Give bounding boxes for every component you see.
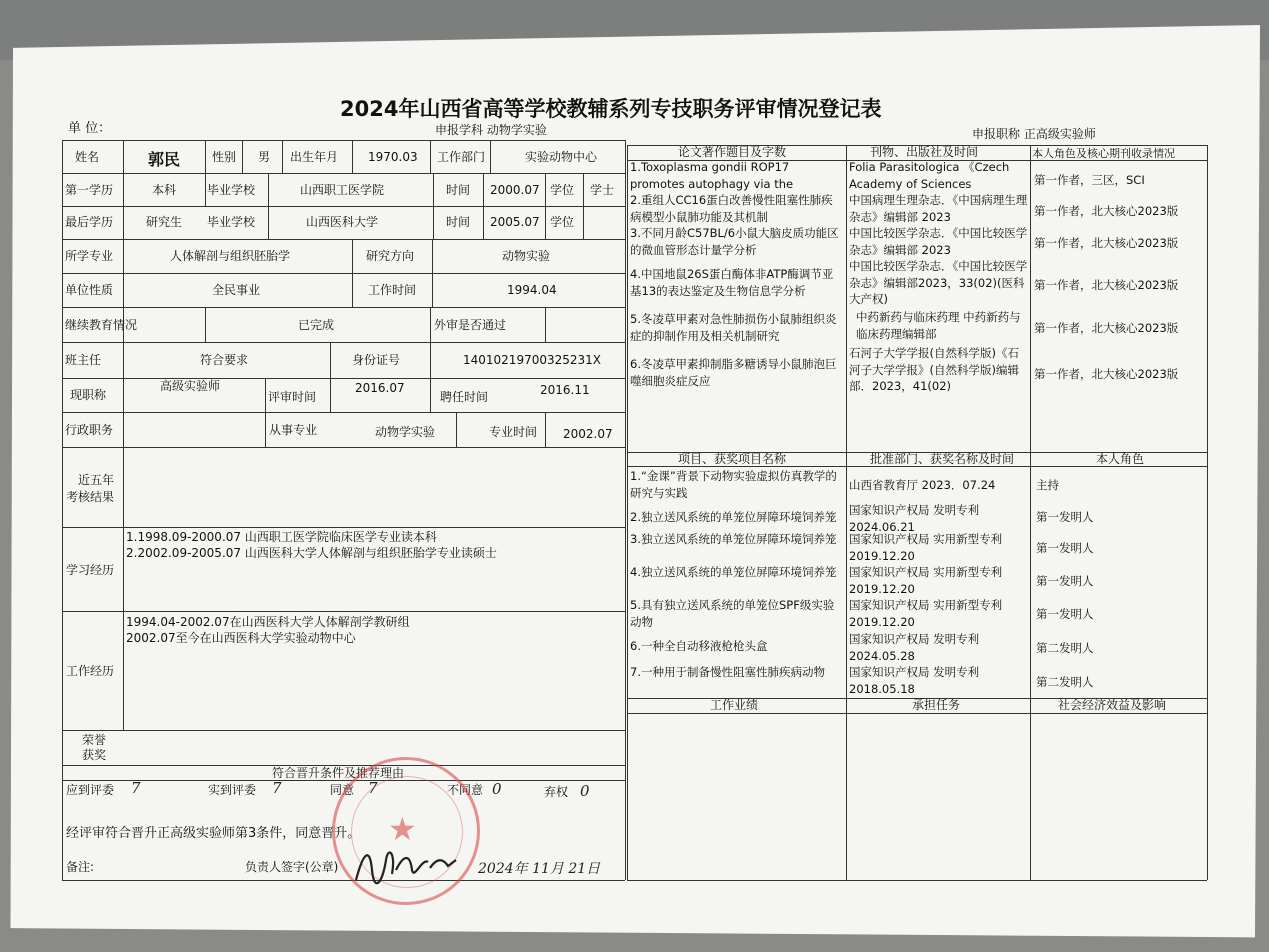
- rule: [282, 140, 283, 173]
- degree1-value: 学士: [590, 183, 615, 197]
- sign-date: 2024年 11月 21日: [478, 861, 601, 877]
- paper-pub: Folia Parasitologica 《Czech Academy of Sciences: [849, 160, 1010, 191]
- research-label: 研究方向: [366, 249, 415, 263]
- reason-label: 符合晋升条件及推荐理由: [272, 766, 405, 780]
- name-label: 姓名: [75, 150, 100, 164]
- paper-title: 4.中国地鼠26S蛋白酶体非ATP酶调节亚基13的表达鉴定及生物信息学分析: [630, 267, 834, 298]
- project-org: 国家知识产权局 实用新型专利2019.12.20: [849, 598, 1003, 629]
- rule: [62, 140, 625, 141]
- edu1-label: 第一学历: [65, 183, 114, 197]
- work-item: 2002.07至今在山西医科大学实验动物中心: [126, 631, 356, 645]
- rule: [627, 880, 1207, 881]
- unit-type-label: 单位性质: [65, 283, 114, 297]
- engaged-label: 从事专业: [269, 423, 318, 437]
- birth-label: 出生年月: [290, 150, 339, 164]
- rule: [625, 140, 626, 880]
- rule: [62, 307, 625, 308]
- time1-value: 2000.07: [490, 183, 540, 197]
- dept-value: 实验动物中心: [525, 150, 598, 164]
- school1-value: 山西职工医学院: [300, 183, 385, 197]
- paper-role: 第一作者，北大核心2023版: [1034, 367, 1179, 381]
- title-applied-label: 申报职称 正高级实验师: [972, 127, 1096, 141]
- eval-label: 考核结果: [66, 490, 115, 504]
- paper-pub: 中药新药与临床药理 中药新药与临床药理编辑部: [856, 310, 1021, 341]
- edu2-value: 研究生: [146, 215, 183, 229]
- project-role: 第一发明人: [1036, 510, 1094, 524]
- attend-expected-value: 7: [131, 779, 141, 797]
- rule: [62, 611, 625, 612]
- handwritten-signature: [352, 840, 462, 890]
- rule: [62, 206, 625, 207]
- rule: [62, 447, 625, 448]
- study-item: 1.1998.09-2000.07 山西职工医学院临床医学专业读本科: [126, 530, 437, 544]
- rule: [62, 140, 63, 880]
- paper-title: 3.不同月龄C57BL/6小鼠大脑皮质功能区的微血管形态计量学分析: [630, 226, 839, 257]
- prof-time-label: 专业时间: [489, 425, 538, 439]
- time1-label: 时间: [446, 183, 471, 197]
- rule: [545, 412, 546, 447]
- impact-header: 社会经济效益及影响: [1058, 698, 1167, 712]
- project-name: 1.“金课”背景下动物实验虚拟仿真教学的研究与实践: [630, 469, 837, 500]
- rule: [352, 239, 353, 307]
- rule: [627, 145, 628, 880]
- paper-pub: 中国病理生理杂志．《中国病理生理杂志》编辑部 2023: [849, 193, 1028, 224]
- rule: [627, 713, 1207, 714]
- major-value: 人体解剖与组织胚胎学: [170, 249, 291, 263]
- review-time-value: 2016.07: [355, 381, 405, 395]
- disagree-value: 0: [492, 780, 502, 798]
- rule: [62, 173, 625, 174]
- project-role: 第二发明人: [1036, 641, 1094, 655]
- honor-label: 荣誉: [82, 733, 107, 747]
- project-name: 2.独立送风系统的单笼位屏障环境饲养笼: [630, 510, 837, 524]
- papers-header-title: 论文著作题目及字数: [678, 145, 787, 159]
- dept-label: 工作部门: [437, 150, 486, 164]
- rule: [123, 140, 124, 730]
- id-value: 14010219700325231X: [463, 353, 602, 367]
- rule: [846, 145, 847, 880]
- attend-actual-value: 7: [272, 779, 282, 797]
- achievements-header: 工作业绩: [710, 698, 759, 712]
- remark-label: 备注:: [66, 860, 95, 874]
- attend-actual-label: 实到评委: [208, 783, 257, 797]
- project-name: 5.具有独立送风系统的单笼位SPF级实验动物: [630, 598, 835, 629]
- admin-label: 行政职务: [65, 423, 114, 437]
- gender-label: 性别: [212, 150, 237, 164]
- unit-label: 单 位：: [68, 121, 112, 136]
- rule: [268, 173, 269, 239]
- honor-label: 获奖: [82, 748, 107, 762]
- projects-header-name: 项目、获奖项目名称: [678, 452, 787, 466]
- paper-pub: 中国比较医学杂志．《中国比较医学杂志》编辑部2023，33(02)(医科大产权): [849, 259, 1028, 306]
- hire-time-label: 聘任时间: [440, 390, 489, 404]
- project-role: 第一发明人: [1036, 574, 1094, 588]
- rule: [62, 412, 625, 413]
- project-name: 3.独立送风系统的单笼位屏障环境饲养笼: [630, 532, 837, 546]
- paper-role: 第一作者，北大核心2023版: [1034, 236, 1179, 250]
- project-org: 国家知识产权局 发明专利 2018.05.18: [849, 665, 980, 696]
- rule: [545, 173, 546, 239]
- paper-role: 第一作者，北大核心2023版: [1034, 278, 1179, 292]
- current-title-value: 高级实验师: [160, 379, 221, 393]
- rule: [62, 239, 625, 240]
- rule: [545, 307, 546, 342]
- rule: [430, 140, 431, 173]
- current-title-label: 现职称: [70, 388, 107, 402]
- school1-label: 毕业学校: [207, 183, 256, 197]
- work-time-value: 1994.04: [507, 283, 557, 297]
- rule: [430, 307, 431, 342]
- rule: [205, 140, 206, 207]
- rule: [62, 378, 625, 379]
- research-value: 动物实验: [502, 249, 551, 263]
- paper-pub: 石河子大学学报(自然科学版)《石河子大学学报》(自然科学版)编辑部．2023，41(02): [849, 346, 1019, 393]
- rule: [62, 273, 625, 274]
- study-label: 学习经历: [66, 563, 115, 577]
- work-item: 1994.04-2002.07在山西医科大学人体解剖学教研组: [126, 615, 410, 629]
- project-org: 国家知识产权局 发明专利 2024.05.28: [849, 632, 980, 663]
- abstain-label: 弃权: [544, 785, 569, 799]
- rule: [1030, 145, 1031, 880]
- prof-time-value: 2002.07: [563, 427, 613, 441]
- project-name: 7.一种用于制备慢性阻塞性肺疾病动物: [630, 665, 825, 679]
- birth-value: 1970.03: [368, 150, 418, 164]
- rule: [490, 140, 491, 173]
- rule: [62, 342, 625, 343]
- rule: [483, 173, 484, 239]
- degree2-label: 学位: [550, 215, 575, 229]
- subject-label: 申报学科 动物学实验: [435, 123, 547, 137]
- project-name: 4.独立送风系统的单笼位屏障环境饲养笼: [630, 565, 837, 579]
- external-label: 外审是否通过: [434, 318, 507, 332]
- abstain-value: 0: [580, 782, 590, 800]
- time2-label: 时间: [446, 215, 471, 229]
- papers-header-pub: 刊物、出版社及时间: [870, 145, 979, 159]
- conclusion-text: 经评审符合晋升正高级实验师第3条件，同意晋升。: [66, 826, 361, 841]
- cont-edu-value: 已完成: [298, 318, 335, 332]
- study-item: 2.2002.09-2005.07 山西医科大学人体解剖与组织胚胎学专业读硕士: [126, 546, 497, 560]
- rule: [432, 239, 433, 307]
- project-role: 第一发明人: [1036, 541, 1094, 555]
- paper-pub: 中国比较医学杂志．《中国比较医学杂志》编辑部 2023: [849, 226, 1028, 257]
- sign-label: 负责人签字(公章): [245, 860, 339, 874]
- projects-header-org: 批准部门、获奖名称及时间: [870, 452, 1015, 466]
- paper-title: 6.冬凌草甲素抑制脂多糖诱导小鼠肺泡巨噬细胞炎症反应: [630, 357, 837, 388]
- id-label: 身份证号: [352, 353, 401, 367]
- name-value: 郭民: [148, 150, 181, 169]
- project-name: 6.一种全自动移液枪枪头盒: [630, 639, 768, 653]
- head-teacher-value: 符合要求: [200, 353, 249, 367]
- rule: [433, 173, 434, 239]
- rule: [456, 412, 457, 447]
- edu2-label: 最后学历: [65, 215, 114, 229]
- rule: [62, 527, 625, 528]
- rule: [352, 140, 353, 173]
- engaged-value: 动物学实验: [375, 425, 436, 439]
- rule: [330, 342, 331, 412]
- project-role: 主持: [1036, 478, 1059, 492]
- rule: [1207, 145, 1208, 880]
- review-time-label: 评审时间: [268, 390, 317, 404]
- time2-value: 2005.07: [490, 215, 540, 229]
- project-role: 第一发明人: [1036, 607, 1094, 621]
- project-org: 国家知识产权局 发明专利 2024.06.21: [849, 503, 980, 532]
- rule: [242, 140, 243, 173]
- agree-label: 同意: [330, 783, 355, 797]
- school2-value: 山西医科大学: [306, 215, 379, 229]
- paper-title: 1.Toxoplasma gondii ROP17 promotes autophagy via the: [630, 160, 794, 191]
- paper-role: 第一作者，三区，SCI: [1034, 173, 1145, 187]
- major-label: 所学专业: [65, 249, 114, 263]
- cont-edu-label: 继续教育情况: [65, 318, 138, 332]
- agree-value: 7: [368, 779, 378, 797]
- paper-title: 2.重组人CC16蛋白改善慢性阻塞性肺疾病模型小鼠肺功能及其机制: [630, 193, 833, 224]
- rule: [265, 378, 266, 447]
- project-org: 国家知识产权局 实用新型专利2019.12.20: [849, 565, 1003, 596]
- edu1-value: 本科: [152, 183, 177, 197]
- school2-label: 毕业学校: [207, 215, 256, 229]
- degree1-label: 学位: [550, 183, 575, 197]
- project-org: 国家知识产权局 实用新型专利2019.12.20: [849, 532, 1003, 563]
- paper-role: 第一作者，北大核心2023版: [1034, 204, 1179, 218]
- gender-value: 男: [258, 150, 271, 164]
- unit-type-value: 全民事业: [212, 283, 261, 297]
- rule: [62, 730, 625, 731]
- paper-title: 5.冬凌草甲素对急性肺损伤小鼠肺组织炎症的抑制作用及相关机制研究: [630, 312, 837, 343]
- rule: [583, 173, 584, 239]
- rule: [62, 880, 625, 881]
- attend-expected-label: 应到评委: [66, 783, 115, 797]
- rule: [430, 342, 431, 412]
- disagree-label: 不同意: [447, 783, 484, 797]
- form-title: 2024年山西省高等学校教辅系列专技职务评审情况登记表: [340, 97, 882, 121]
- project-role: 第二发明人: [1036, 675, 1094, 689]
- head-teacher-label: 班主任: [65, 353, 102, 367]
- rule: [205, 307, 206, 342]
- official-seal: ★: [332, 757, 480, 905]
- project-org: 山西省教育厅 2023．07.24: [849, 478, 996, 492]
- paper-role: 第一作者，北大核心2023版: [1034, 321, 1179, 335]
- papers-header-role: 本人角色及核心期刊收录情况: [1032, 147, 1175, 160]
- tasks-header: 承担任务: [912, 698, 961, 712]
- projects-header-role: 本人角色: [1096, 452, 1145, 466]
- work-time-label: 工作时间: [368, 283, 417, 297]
- hire-time-value: 2016.11: [540, 383, 590, 397]
- work-label: 工作经历: [66, 664, 115, 678]
- eval-label: 近五年: [78, 473, 115, 487]
